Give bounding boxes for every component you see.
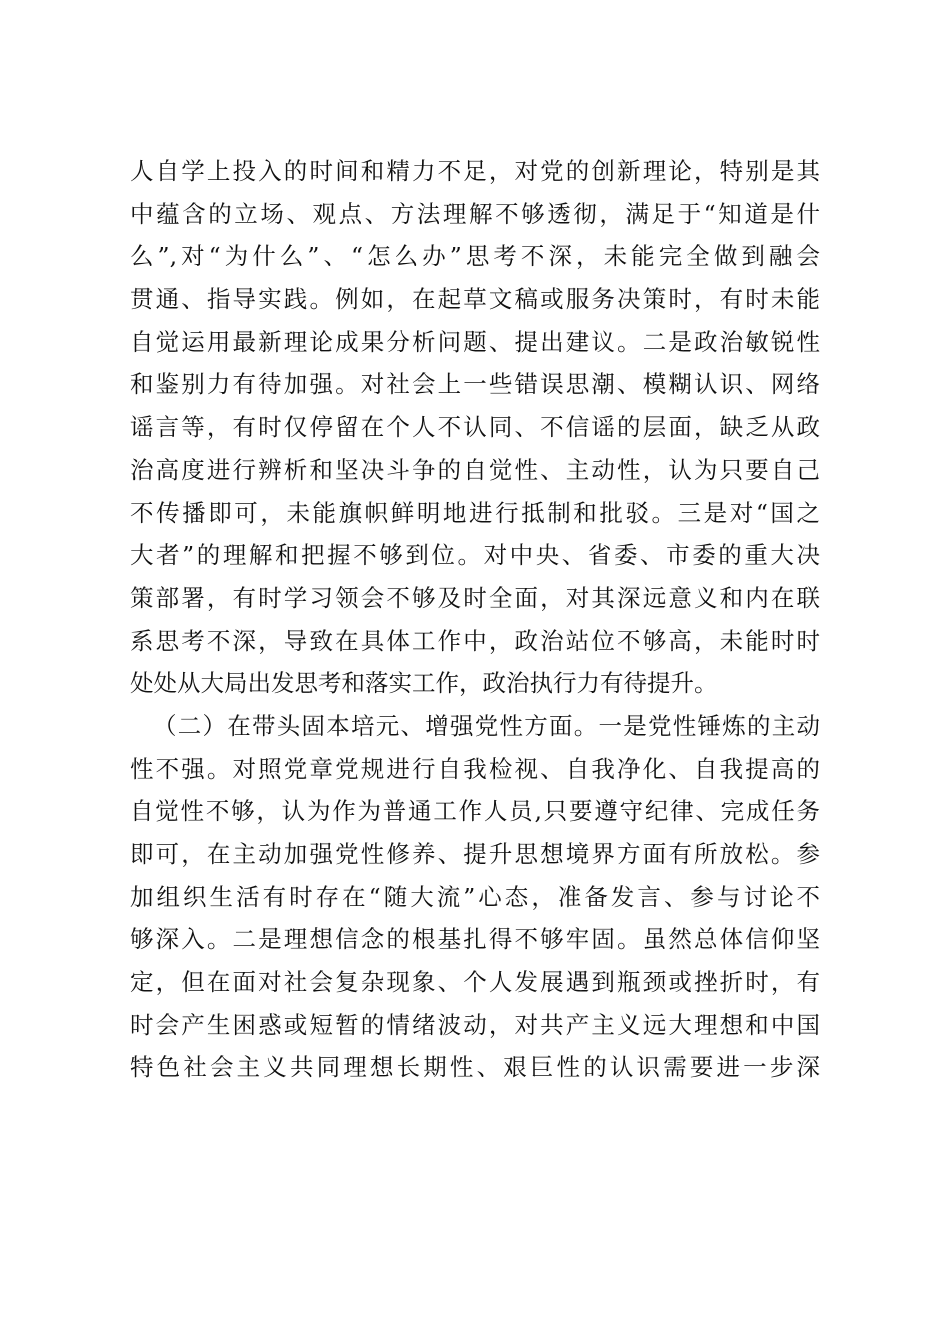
paragraph-2	[130, 705, 820, 1089]
text-line: 策部署，有时学习领会不够及时全面，对其深远意义和内在联	[130, 583, 820, 612]
text-line: 谣言等，有时仅停留在个人不认同、不信谣的层面，缺乏从政	[130, 413, 820, 442]
text-line: 定，但在面对社会复杂现象、个人发展遇到瓶颈或挫折时，有	[130, 968, 820, 997]
text-line: 不传播即可，未能旗帜鲜明地进行抵制和批驳。三是对“国之	[130, 498, 820, 527]
text-line: 和鉴别力有待加强。对社会上一些错误思潮、模糊认识、网络	[130, 370, 820, 399]
paragraph-1	[130, 150, 820, 705]
text-line: 性不强。对照党章党规进行自我检视、自我净化、自我提高的	[130, 754, 820, 783]
text-line: 加组织生活有时存在“随大流”心态，准备发言、参与讨论不	[130, 882, 820, 911]
text-line: 自觉运用最新理论成果分析问题、提出建议。二是政治敏锐性	[130, 327, 820, 356]
text-line: 人自学上投入的时间和精力不足，对党的创新理论，特别是其	[130, 157, 820, 185]
text-line: 自觉性不够，认为作为普通工作人员,只要遵守纪律、完成任务	[130, 797, 820, 826]
text-line: 即可，在主动加强党性修养、提升思想境界方面有所放松。参	[130, 840, 820, 868]
text-line: 么”,对“为什么”、“怎么办”思考不深，未能完全做到融会	[130, 242, 820, 271]
text-line: 特色社会主义共同理想长期性、艰巨性的认识需要进一步深	[130, 1053, 820, 1082]
text-line: 中蕴含的立场、观点、方法理解不够透彻，满足于“知道是什	[130, 199, 820, 228]
text-line: 系思考不深，导致在具体工作中，政治站位不够高，未能时时	[130, 626, 820, 655]
text-line: 治高度进行辨析和坚决斗争的自觉性、主动性，认为只要自己	[130, 455, 820, 484]
text-line: 处处从大局出发思考和落实工作，政治执行力有待提升。	[130, 669, 718, 698]
text-line: 大者”的理解和把握不够到位。对中央、省委、市委的重大决	[130, 541, 820, 570]
document-body	[130, 150, 820, 1089]
text-line: 够深入。二是理想信念的根基扎得不够牢固。虽然总体信仰坚	[130, 925, 820, 954]
text-line: （二）在带头固本培元、增强党性方面。一是党性锤炼的主动	[153, 711, 820, 740]
text-line: 贯通、指导实践。例如，在起草文稿或服务决策时，有时未能	[130, 285, 820, 314]
text-line: 时会产生困惑或短暂的情绪波动，对共产主义远大理想和中国	[130, 1010, 820, 1039]
